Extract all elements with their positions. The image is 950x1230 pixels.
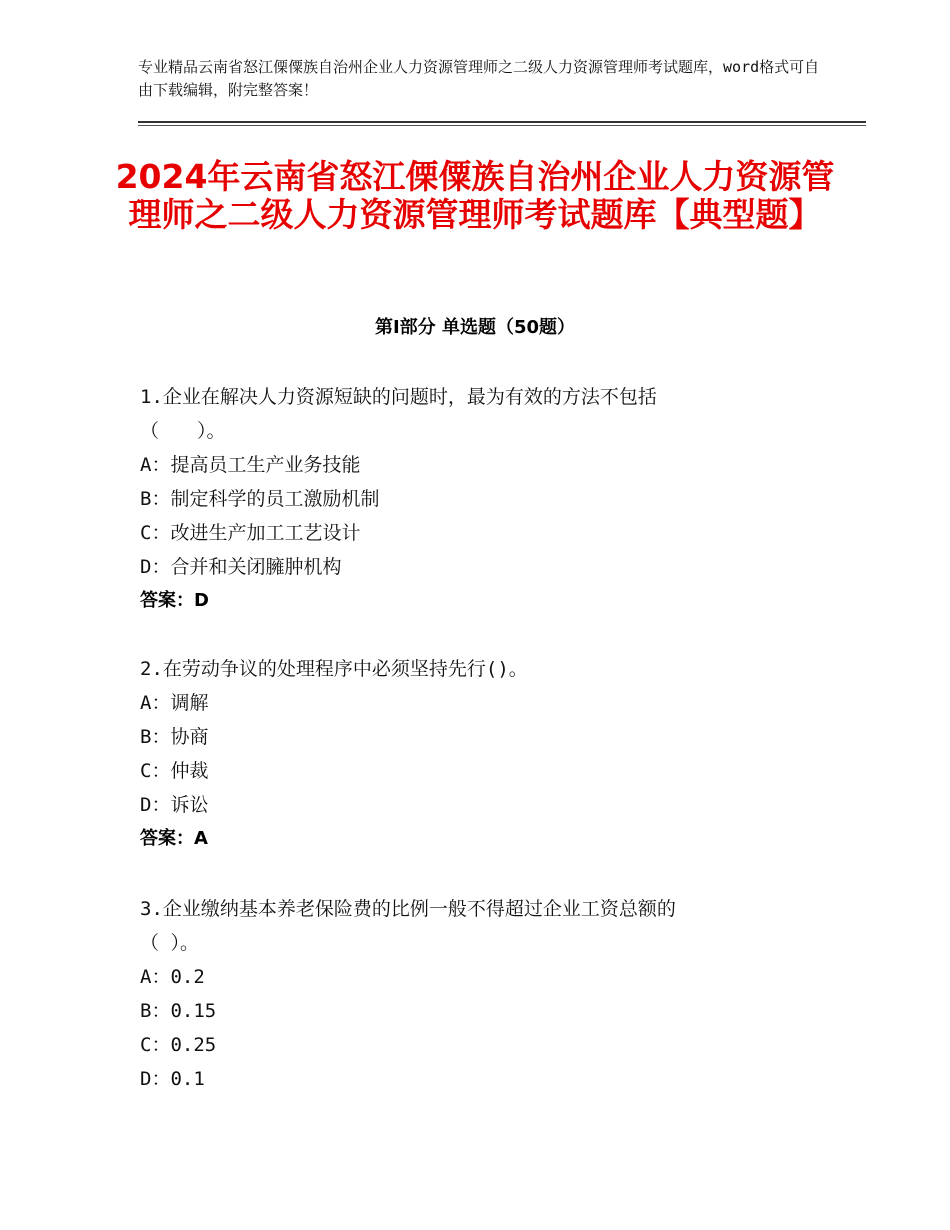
question-3 xyxy=(140,892,860,1096)
option-a: A：调解 xyxy=(140,692,209,714)
question-1 xyxy=(140,380,860,618)
option-c: C：改进生产加工工艺设计 xyxy=(140,522,361,544)
section-heading: 第Ⅰ部分 单选题（50题） xyxy=(374,317,575,338)
option-a: A：提高员工生产业务技能 xyxy=(140,454,361,476)
document-title: 2024年云南省怒江傈僳族自治州企业人力资源管理师之二级人力资源管理师考试题库【典型题】 xyxy=(115,157,835,234)
header-rule xyxy=(138,121,866,123)
question-stem: 2.在劳动争议的处理程序中必须坚持先行()。 xyxy=(140,658,528,680)
option-c: C：0.25 xyxy=(140,1034,217,1056)
option-b: B：协商 xyxy=(140,726,209,748)
question-stem: 1.企业在解决人力资源短缺的问题时，最为有效的方法不包括 （ ）。 xyxy=(140,386,657,442)
option-d: D：合并和关闭臃肿机构 xyxy=(140,556,342,578)
answer: 答案：A xyxy=(140,828,208,849)
option-d: D：诉讼 xyxy=(140,794,209,816)
option-c: C：仲裁 xyxy=(140,760,209,782)
option-b: B：0.15 xyxy=(140,1000,217,1022)
option-a: A：0.2 xyxy=(140,966,205,988)
option-d: D：0.1 xyxy=(140,1068,205,1090)
answer: 答案：D xyxy=(140,590,209,611)
question-stem: 3.企业缴纳基本养老保险费的比例一般不得超过企业工资总额的 （ ）。 xyxy=(140,898,676,954)
header-rule-thin xyxy=(138,125,866,126)
question-2 xyxy=(140,652,860,856)
header-note: 专业精品云南省怒江傈僳族自治州企业人力资源管理师之二级人力资源管理师考试题库，word格式可自由下载编辑，附完整答案！ xyxy=(138,58,820,99)
option-b: B：制定科学的员工激励机制 xyxy=(140,488,380,510)
